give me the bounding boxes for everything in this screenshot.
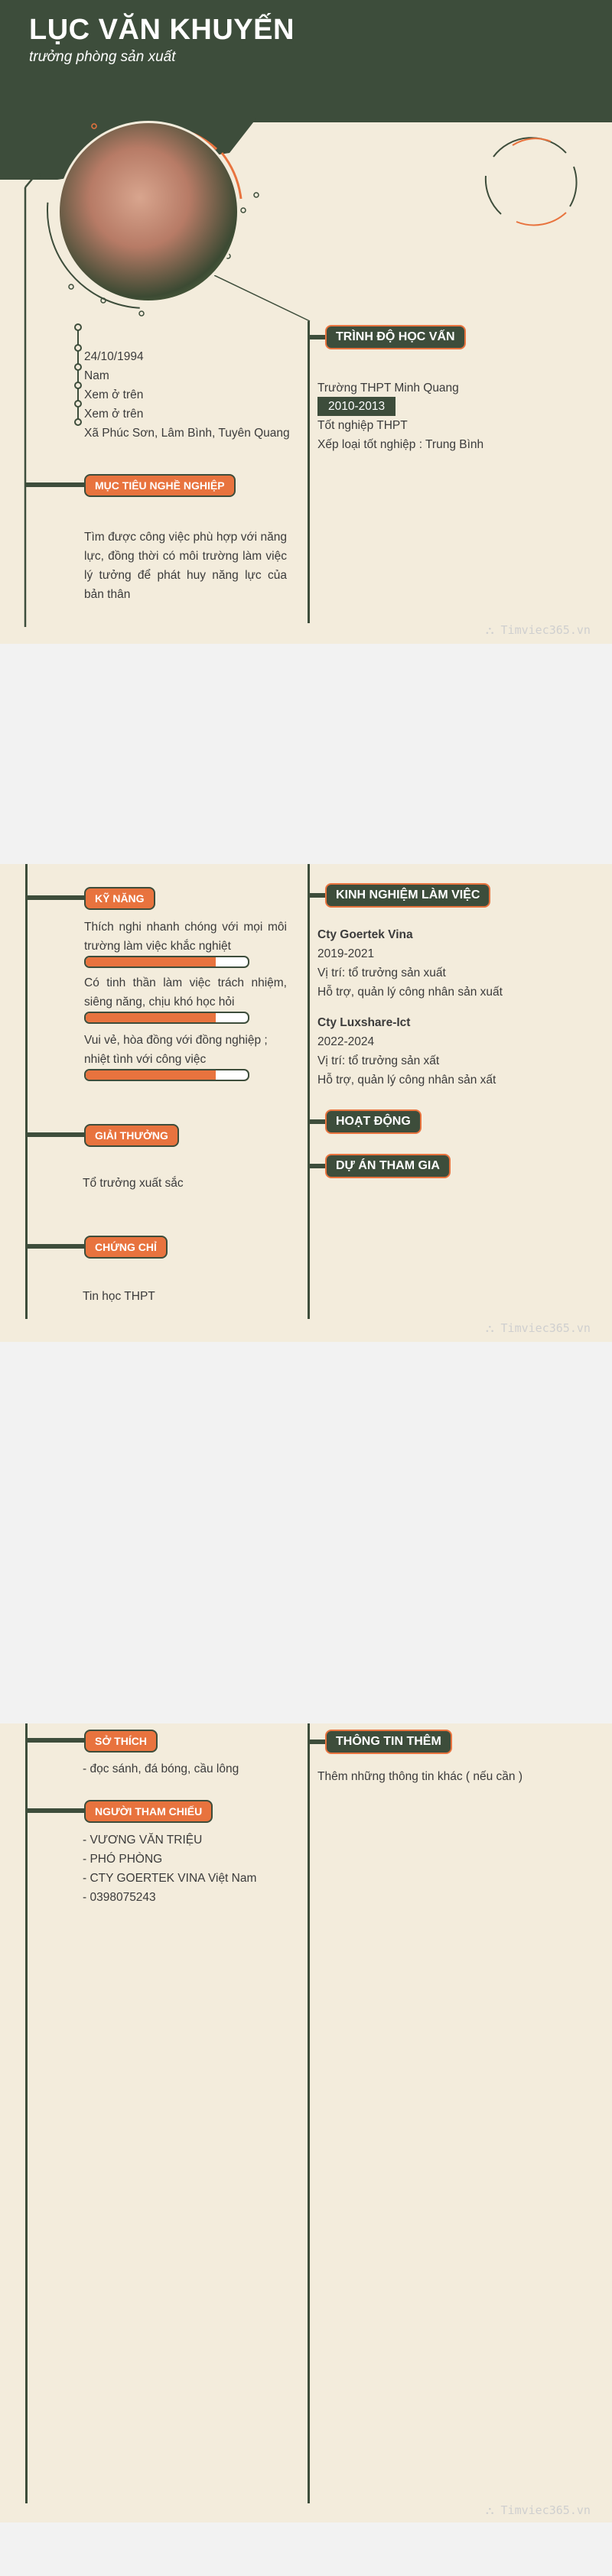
- activities-heading: HOẠT ĐỘNG: [325, 1109, 422, 1134]
- job-1-position: Vị trí: tổ trưởng sản xuất: [317, 966, 446, 979]
- skill-bar-fill-3: [86, 1070, 216, 1080]
- skill-item-3: Vui vẻ, hòa đồng với đồng nghiệp ; nhiệt tình với công việc: [84, 1034, 268, 1066]
- skill-bar-fill-2: [86, 1013, 216, 1022]
- education-school: Trường THPT Minh Quang: [317, 382, 459, 395]
- cv-page-1: [0, 0, 612, 644]
- education-years: 2010-2013: [317, 397, 396, 416]
- candidate-name: LỤC VĂN KHUYẾN: [29, 14, 295, 46]
- left-rule: [25, 1723, 28, 2503]
- job-2-company: Cty Luxshare-Ict: [317, 1016, 411, 1029]
- awards-text: Tổ trưởng xuất sắc: [83, 1177, 184, 1190]
- reference-line-3: - CTY GOERTEK VINA Việt Nam: [83, 1872, 257, 1885]
- skills-heading: KỸ NĂNG: [84, 887, 155, 910]
- cv-page-3: [0, 1723, 612, 2522]
- left-rule: [21, 157, 52, 627]
- center-divider: [308, 1723, 310, 2503]
- reference-line-4: - 0398075243: [83, 1891, 156, 1904]
- references-heading: NGƯỜI THAM CHIẾU: [84, 1800, 213, 1823]
- watermark: ⛬ Timviec365.vn: [486, 623, 591, 637]
- references-connector: [25, 1808, 86, 1813]
- corner-circle-decoration: [470, 122, 585, 237]
- skill-bar-1: [84, 956, 249, 968]
- awards-heading: GIẢI THƯỞNG: [84, 1124, 179, 1147]
- objective-connector: [25, 482, 86, 487]
- skill-item-1: Thích nghi nhanh chóng với mọi môi trường làm việc khắc nghiệt: [84, 921, 287, 953]
- contact-timeline: [70, 321, 86, 428]
- education-degree: Tốt nghiệp THPT: [317, 419, 408, 432]
- objective-text: Tìm được công việc phù hợp với năng lực, đồng thời có môi trường làm việc lý tưởng để phát huy năng lực của bản thân: [84, 531, 287, 601]
- skill-item-2: Có tinh thần làm việc trách nhiệm, siêng năng, chịu khó học hỏi: [84, 976, 287, 1009]
- job-title: trưởng phòng sản xuất: [29, 49, 176, 65]
- reference-line-2: - PHÓ PHÒNG: [83, 1853, 163, 1866]
- additional-text: Thêm những thông tin khác ( nếu cần ): [317, 1770, 523, 1783]
- gender: Nam: [84, 369, 109, 382]
- experience-heading: KINH NGHIỆM LÀM VIỆC: [325, 883, 490, 908]
- hobbies-connector: [25, 1738, 86, 1743]
- certificates-heading: CHỨNG CHỈ: [84, 1236, 168, 1259]
- decor-diagonal-line: [214, 275, 314, 329]
- job-2-period: 2022-2024: [317, 1035, 375, 1048]
- left-rule: [25, 864, 28, 1319]
- job-1-description: Hỗ trợ, quản lý công nhân sản xuất: [317, 986, 503, 999]
- job-2-position: Vị trí: tổ trưởng sản xất: [317, 1054, 440, 1067]
- birthdate: 24/10/1994: [84, 350, 144, 363]
- phone: Xem ở trên: [84, 388, 144, 401]
- email: Xem ở trên: [84, 408, 144, 421]
- education-heading: TRÌNH ĐỘ HỌC VẤN: [325, 325, 466, 349]
- awards-connector: [25, 1132, 86, 1137]
- objective-heading: MỤC TIÊU NGHỀ NGHIỆP: [84, 474, 236, 497]
- certificates-text: Tin học THPT: [83, 1290, 155, 1303]
- additional-heading: THÔNG TIN THÊM: [325, 1730, 452, 1754]
- watermark: ⛬ Timviec365.vn: [486, 2503, 591, 2517]
- watermark: ⛬ Timviec365.vn: [486, 1321, 591, 1335]
- skill-bar-2: [84, 1012, 249, 1024]
- avatar: [57, 121, 239, 303]
- job-1-period: 2019-2021: [317, 947, 375, 960]
- education-grade: Xếp loại tốt nghiệp : Trung Bình: [317, 438, 484, 451]
- certificates-connector: [25, 1244, 86, 1249]
- job-1-company: Cty Goertek Vina: [317, 928, 413, 941]
- center-divider: [308, 321, 310, 623]
- hobbies-text: - đọc sánh, đá bóng, cầu lông: [83, 1762, 239, 1775]
- skill-bar-fill-1: [86, 957, 216, 966]
- hobbies-heading: SỞ THÍCH: [84, 1730, 158, 1753]
- job-2-description: Hỗ trợ, quản lý công nhân sản xất: [317, 1074, 496, 1087]
- address: Xã Phúc Sơn, Lâm Bình, Tuyên Quang: [84, 427, 290, 440]
- cv-page-2: [0, 864, 612, 1342]
- skill-bar-3: [84, 1069, 249, 1081]
- skills-connector: [25, 895, 86, 900]
- center-divider: [308, 864, 310, 1319]
- projects-heading: DỰ ÁN THAM GIA: [325, 1154, 451, 1178]
- reference-line-1: - VƯƠNG VĂN TRIỆU: [83, 1834, 203, 1847]
